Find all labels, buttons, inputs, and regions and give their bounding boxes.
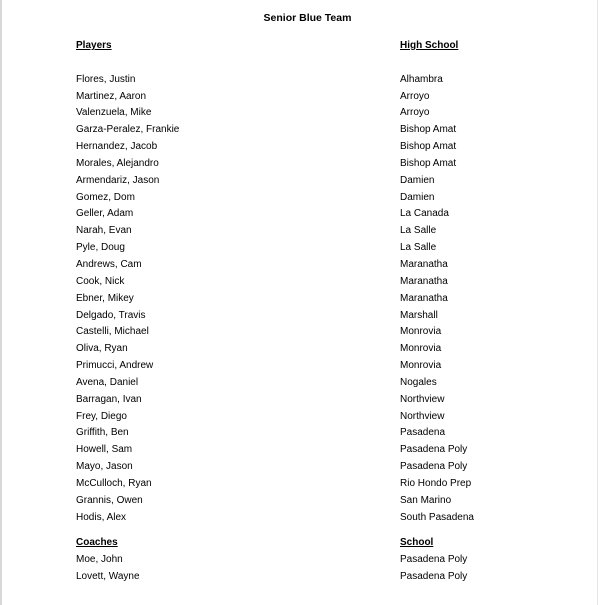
player-school: Monrovia [400,343,442,355]
document-title: Senior Blue Team [263,12,352,24]
header-spacer [400,55,474,72]
page-right-edge [597,0,598,605]
player-school: Damien [400,174,435,186]
high-school-header: High School [400,40,459,51]
player-name: Oliva, Ryan [76,343,128,355]
player-name: Delgado, Travis [76,309,146,321]
player-school-list [400,72,474,527]
player-school: La Canada [400,208,449,220]
player-school: Pasadena Poly [400,461,468,473]
players-school-column [400,38,474,526]
coach-name-list [76,552,140,586]
player-school: Monrovia [400,360,442,372]
header-spacer [76,55,179,72]
coach-name: Lovett, Wayne [76,570,140,582]
player-school: Maranatha [400,275,448,287]
coach-school: Pasadena Poly [400,570,468,582]
player-name: Ebner, Mikey [76,292,134,304]
player-name: Narah, Evan [76,225,132,237]
player-school: Arroyo [400,107,430,119]
player-school: Nogales [400,376,437,388]
school-header: School [400,537,434,548]
player-name: Martinez, Aaron [76,90,147,102]
player-school: Maranatha [400,292,448,304]
coaches-name-column [76,535,140,586]
players-name-column [76,38,179,526]
player-name: Pyle, Doug [76,242,125,254]
player-name: Griffith, Ben [76,427,129,439]
player-school: Maranatha [400,258,448,270]
player-name: Castelli, Michael [76,326,149,338]
player-school: San Marino [400,494,452,506]
player-school: La Salle [400,242,437,254]
player-name: Mayo, Jason [76,461,133,473]
player-name: Valenzuela, Mike [76,107,152,119]
player-name: Cook, Nick [76,275,125,287]
player-name: Gomez, Dom [76,191,135,203]
player-name: Avena, Daniel [76,376,139,388]
player-school: La Salle [400,225,437,237]
player-name: McCulloch, Ryan [76,477,152,489]
player-name: Morales, Alejandro [76,157,159,169]
player-school: Damien [400,191,435,203]
player-school: Marshall [400,309,438,321]
player-school: Bishop Amat [400,124,457,136]
player-name: Andrews, Cam [76,258,142,270]
player-name: Barragan, Ivan [76,393,142,405]
coaches-header: Coaches [76,537,118,548]
player-school: Alhambra [400,73,443,85]
player-name: Geller, Adam [76,208,134,220]
player-name: Armendariz, Jason [76,174,160,186]
player-school: Bishop Amat [400,157,457,169]
player-school: Pasadena Poly [400,444,468,456]
page-left-edge [0,0,2,605]
player-name: Hodis, Alex [76,511,127,523]
player-school: Northview [400,410,445,422]
player-school: Northview [400,393,445,405]
player-school: Monrovia [400,326,442,338]
player-school: South Pasadena [400,511,474,523]
player-school: Rio Hondo Prep [400,477,472,489]
player-name: Primucci, Andrew [76,360,154,372]
player-school: Arroyo [400,90,430,102]
player-name: Garza-Peralez, Frankie [76,124,180,136]
coach-name: Moe, John [76,553,123,565]
player-name-list [76,72,179,527]
player-name: Howell, Sam [76,444,133,456]
player-name: Hernandez, Jacob [76,141,158,153]
player-name: Frey, Diego [76,410,127,422]
coach-school: Pasadena Poly [400,553,468,565]
player-name: Grannis, Owen [76,494,143,506]
coaches-school-column [400,535,467,586]
player-school: Pasadena [400,427,446,439]
player-name: Flores, Justin [76,73,136,85]
players-header: Players [76,40,112,51]
coach-school-list [400,552,467,586]
player-school: Bishop Amat [400,141,457,153]
